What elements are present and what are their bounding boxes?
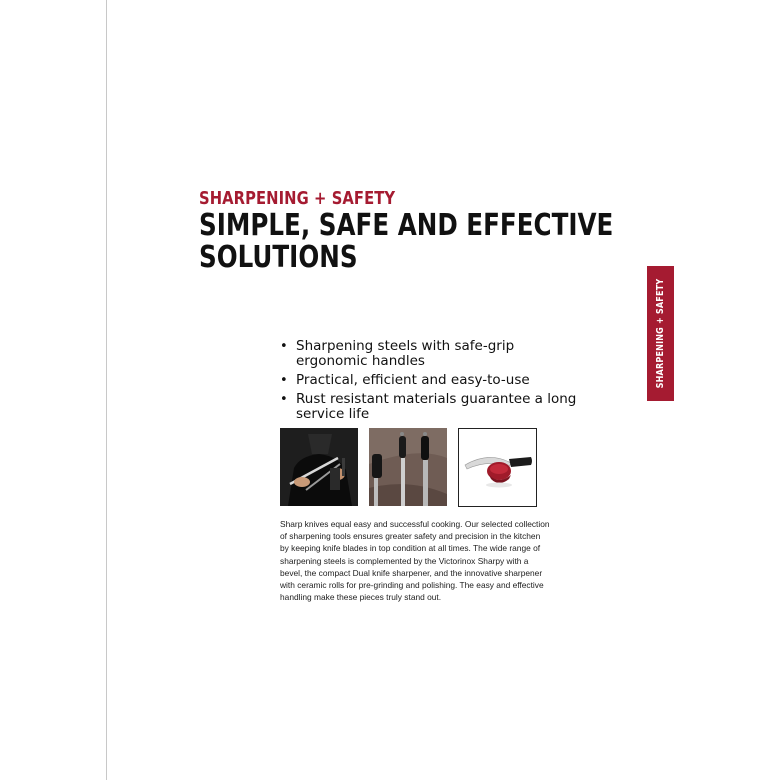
bullet-icon: • (280, 339, 288, 354)
section-label: SHARPENING + SAFETY (199, 188, 396, 209)
bullet-icon: • (280, 373, 288, 388)
page-edge-divider (106, 0, 107, 780)
list-item-text: Sharpening steels with safe-grip ergonomic handles (296, 338, 515, 369)
list-item (280, 339, 580, 369)
list-item (280, 373, 580, 388)
page-title-line-2: SOLUTIONS (199, 240, 358, 275)
list-item-text: Practical, efficient and easy-to-use (296, 372, 530, 388)
page-title (199, 210, 613, 274)
red-knife-sharpener-photo (458, 428, 537, 507)
sharpening-steels-photo (369, 428, 447, 506)
list-item (280, 392, 580, 422)
chef-sharpening-knife-photo (280, 428, 358, 506)
page-title-line-1: SIMPLE, SAFE AND EFFECTIVE (199, 208, 614, 243)
side-section-tab-label: SHARPENING + SAFETY (655, 278, 666, 389)
feature-list (280, 339, 580, 426)
body-paragraph: Sharp knives equal easy and successful cooking. Our selected collection of sharpening tools ensures greater safety and precision in the kitchen by keeping knife blades in top condition at all times. The wide range of sharpening steels is complemented by the Victorinox Sharpy with a bevel, the compact Dual knife sharpener, and the innovative sharpener with ceramic rolls for pre-grinding and polishing. The easy and effective handling make these pieces truly stand out. (280, 519, 550, 603)
side-section-tab (647, 266, 674, 401)
list-item-text: Rust resistant materials guarantee a long service life (296, 391, 577, 422)
bullet-icon: • (280, 392, 288, 407)
